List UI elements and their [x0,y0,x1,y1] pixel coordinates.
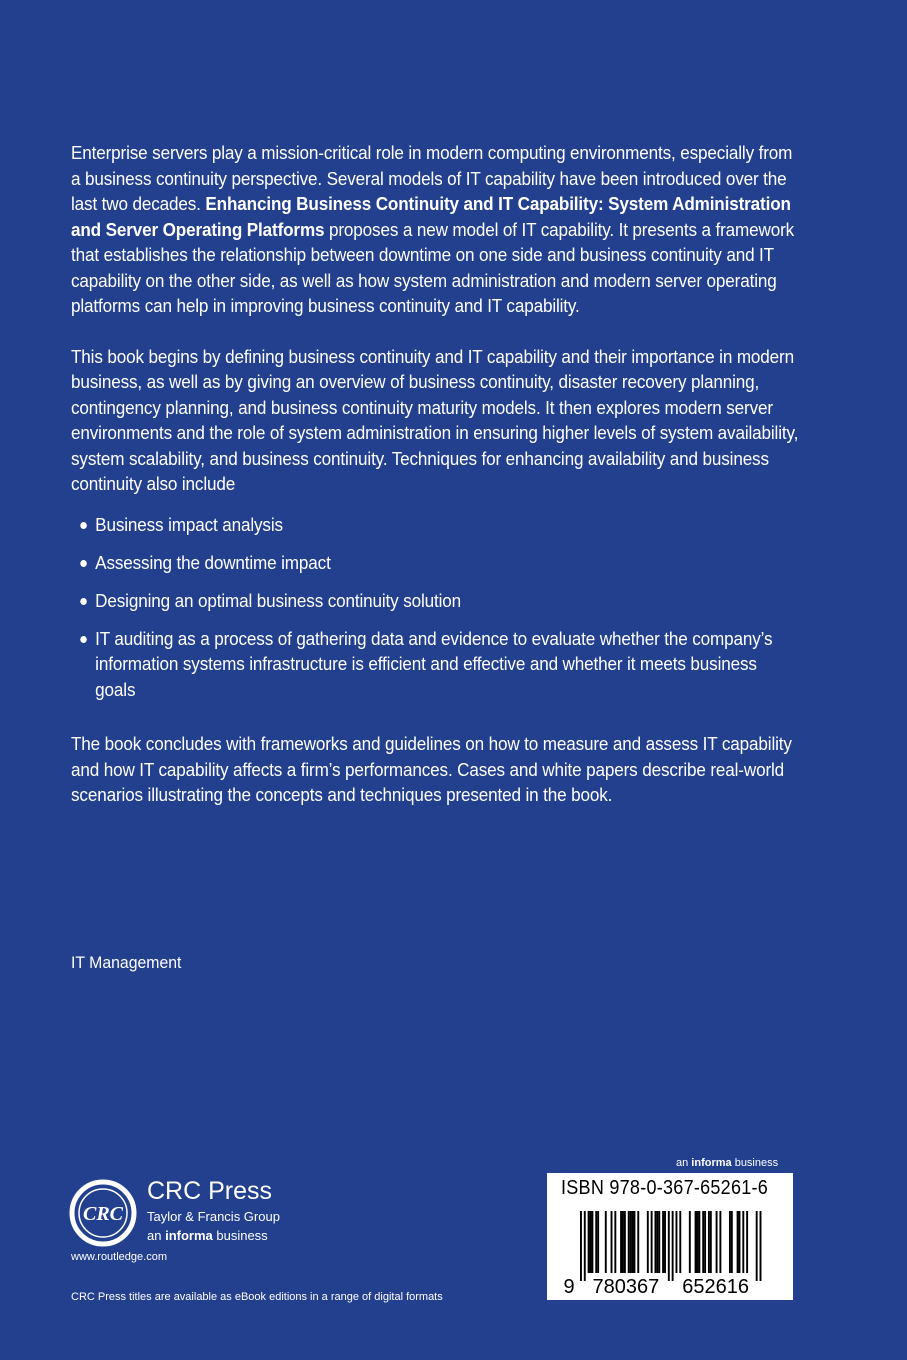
barcode-bar [698,1211,700,1273]
publisher-group: Taylor & Francis Group [147,1209,280,1224]
barcode-bar [702,1211,704,1273]
intro-text-start: Enterprise servers play a mission-critical role in modern computing environments, especially from a business continuity perspective. Several models of IT capability have been introduced over the last two decades. [71,142,793,214]
barcode-bar [651,1211,653,1273]
publisher-business-line: an informa business [147,1228,268,1243]
barcode-bar [739,1211,741,1273]
barcode-bar [737,1211,739,1273]
subject-category: IT Management [71,953,182,972]
barcode-bar [704,1211,706,1273]
barcode-bar [656,1211,658,1273]
barcode-bar [742,1211,744,1273]
barcode-bar [672,1211,674,1281]
bullet-dot-icon [80,636,87,643]
bullet-dot-icon [80,522,87,529]
barcode-digits: 780367 [592,1276,660,1298]
book-title: Enhancing Business Continuity and IT Capability: System Administration and Server Operating Platforms [71,193,791,240]
list-item [71,588,801,614]
barcode-bar [695,1211,697,1273]
ebook-note: CRC Press titles are available as eBook editions in a range of digital formats [71,1291,443,1303]
barcode-bar [591,1211,593,1273]
barcode-bar [697,1211,699,1273]
barcode-bar [710,1211,712,1273]
intro-text-end: proposes a new model of IT capability. It presents a framework that establishes the relationship between downtime on one side and business continuity and IT capability on the other side, as well as how system administration and modern server operating platforms can help in improving business continuity and IT capability. [71,218,795,316]
barcode-bar [605,1211,607,1273]
barcode-icon [547,1173,793,1300]
barcode-bar [708,1211,710,1273]
barcode-bar [662,1211,664,1273]
list-item [71,550,801,576]
publisher-website: www.routledge.com [71,1251,167,1263]
publisher-name: CRC Press [147,1177,273,1205]
list-item-text: Assessing the downtime impact [95,551,331,573]
barcode-bar [633,1211,635,1273]
crc-logo-icon [68,1178,138,1248]
conclusion-paragraph: The book concludes with frameworks and guidelines on how to measure and assess IT capability and how IT capability affects a firm’s performances. Cases and white papers describe real-world scenarios illustrating the concepts and techniques presented in the book. [71,733,792,805]
barcode-digits: 9 [563,1276,575,1298]
barcode-bar [614,1211,616,1273]
barcode-bar [620,1211,622,1273]
techniques-list [71,512,801,703]
overview-paragraph: This book begins by defining business continuity and IT capability and their importance in modern business, as well as by giving an overview of business continuity, disaster recovery planning, contingency planning, and business continuity maturity models. It then explores modern server environments and the role of system administration in ensuring higher levels of system availability, system scalability, and business continuity. Techniques for enhancing availability and business continuity also include [71,345,799,494]
barcode-bar [611,1211,613,1273]
barcode-bar [588,1211,590,1273]
barcode-bar [595,1211,597,1273]
barcode-bar [676,1211,678,1273]
list-item [71,512,801,538]
barcode-bar [689,1211,691,1273]
barcode-bar [746,1211,748,1273]
barcode-bar [654,1211,656,1273]
barcode-bar [632,1211,634,1273]
barcode-bar [597,1211,599,1273]
list-item [71,626,801,703]
isbn-label: ISBN 978-0-367-65261-6 [561,1177,769,1199]
logo-lettering: CRC [82,1203,124,1225]
barcode-bar [719,1211,721,1273]
list-item-text: Designing an optimal business continuity solution [95,589,462,611]
bullet-dot-icon [80,598,87,605]
barcode-bar [630,1211,632,1273]
blurb-text [71,140,801,808]
barcode-digits: 652616 [682,1276,749,1298]
barcode-bar [760,1211,762,1281]
isbn-barcode-box [547,1173,793,1300]
barcode-bar [590,1211,592,1273]
barcode-bar [622,1211,624,1273]
barcode-bar [729,1211,731,1273]
barcode-bar [664,1211,666,1273]
barcode-bar [716,1211,718,1273]
informa-business-label: an informa business [676,1157,779,1169]
barcode-bar [731,1211,733,1273]
intro-paragraph [71,140,801,319]
barcode-bar [637,1211,639,1273]
bullet-dot-icon [80,560,87,567]
barcode-bar [628,1211,630,1273]
barcode-bar [679,1211,681,1273]
barcode-bar [756,1211,758,1281]
barcode-bar [647,1211,649,1273]
informa-brand: informa [165,1228,213,1243]
list-item-text: IT auditing as a process of gathering data and evidence to evaluate whether the company’s information systems infrastructure is efficient and effective and whether it meets business goals [95,627,773,700]
barcode-bar [624,1211,626,1273]
list-item-text: Business impact analysis [95,513,283,535]
barcode-bar [584,1211,586,1281]
barcode-bar [580,1211,582,1281]
barcode-bar [668,1211,670,1281]
barcode-bar [658,1211,660,1273]
